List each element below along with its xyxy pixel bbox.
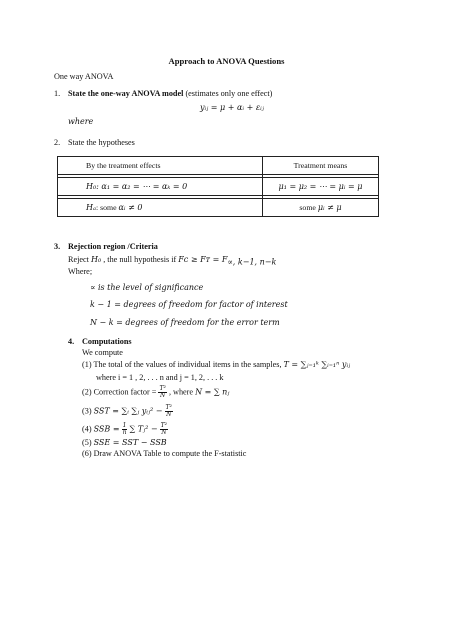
computation-item-5 <box>82 438 167 448</box>
table-header-row <box>58 157 379 175</box>
item-3-fraction <box>165 405 173 418</box>
alt-means-text: some <box>299 202 318 212</box>
definition-df-error: N − k = degrees of freedom for the error term <box>90 318 280 327</box>
alt-hypothesis-means <box>263 199 379 217</box>
section-1-heading-line <box>68 89 272 99</box>
fraction-numerator: T² <box>159 385 166 392</box>
null-hypothesis-effects: H₀: α₁ = α₂ = ⋯ = αₖ = 0 <box>58 178 263 196</box>
reject-prefix: Reject <box>68 255 91 264</box>
section-3-heading: Rejection region /Criteria <box>68 242 158 251</box>
table-row-ha <box>58 199 379 217</box>
where-semicolon: Where; <box>68 267 93 276</box>
item-4-fraction-two <box>160 423 168 436</box>
alt-hypothesis-text: : some <box>95 202 119 212</box>
computation-item-4 <box>82 423 168 436</box>
item-2-formula: N = ∑ nⱼ <box>195 387 230 397</box>
item-2-where: , where <box>166 387 196 397</box>
fraction-denominator: N <box>166 411 172 418</box>
item-1-text: (1) The total of the values of individual items in the samples, <box>82 360 282 369</box>
fraction-denominator: n <box>122 429 127 436</box>
section-1-note: (estimates only one effect) <box>183 89 273 98</box>
fraction-numerator: T² <box>160 422 168 429</box>
subtitle: One way ANOVA <box>54 72 114 81</box>
hypotheses-table <box>57 156 379 217</box>
table-header-means: Treatment means <box>263 157 379 175</box>
computation-item-2 <box>82 386 229 399</box>
table-header-effects: By the treatment effects <box>58 157 263 175</box>
alt-hypothesis-symbol: Hₐ <box>86 202 96 212</box>
reject-condition-subscript: ∝, k−1, n−k <box>227 257 277 267</box>
fraction-denominator: N <box>160 392 166 399</box>
computations-intro: We compute <box>82 348 123 357</box>
reject-h0-symbol: H₀ <box>90 255 102 264</box>
item-5-formula: SSE = SST − SSB <box>93 438 167 447</box>
computation-item-1 <box>82 360 350 370</box>
section-1-heading: State the one-way ANOVA model <box>68 89 184 98</box>
reject-middle-text: , the null hypothesis if <box>101 255 179 264</box>
reject-condition: Fᴄ ≥ Fᴛ = F <box>178 255 228 264</box>
section-2-heading: State the hypotheses <box>68 138 135 147</box>
null-hypothesis-means: μ₁ = μ₂ = ⋯ = μᵢ = μ <box>263 178 379 196</box>
reject-rule <box>68 255 276 268</box>
item-1-formula: T = ∑ⱼ₌₁ᵏ ∑ᵢ₌₁ⁿ yᵢⱼ <box>283 360 351 369</box>
page-title: Approach to ANOVA Questions <box>168 56 285 66</box>
section-2-number: 2. <box>54 138 61 147</box>
item-4-formula-rhs: ∑ Tⱼ² − <box>129 424 158 434</box>
alt-hypothesis-math: αᵢ ≠ 0 <box>118 202 143 212</box>
item-4-formula-lhs: SSB = <box>93 424 120 434</box>
alt-hypothesis-effects <box>58 199 263 217</box>
section-4-number: 4. <box>68 337 75 346</box>
section-3-number: 3. <box>54 242 61 251</box>
fraction-numerator: T² <box>165 404 172 411</box>
item-3-formula: SST = ∑ᵢ ∑ⱼ yᵢⱼ² − <box>93 406 163 416</box>
definition-alpha: ∝ is the level of significance <box>90 283 204 292</box>
anova-model-equation: yᵢⱼ = μ + αᵢ + εᵢⱼ <box>200 103 264 112</box>
correction-factor-fraction <box>158 386 166 399</box>
computation-item-6: (6) Draw ANOVA Table to compute the F-statistic <box>82 449 247 458</box>
item-3-label: (3) <box>82 406 94 416</box>
fraction-numerator: 1 <box>122 422 127 429</box>
section-1-number: 1. <box>54 89 61 98</box>
computation-item-3 <box>82 405 173 418</box>
item-2-text: (2) Correction factor = <box>82 387 157 397</box>
where-label: where <box>68 117 94 126</box>
item-4-label: (4) <box>82 424 94 434</box>
item-4-fraction-one <box>122 423 128 436</box>
alt-means-math: μᵢ ≠ μ <box>317 202 342 212</box>
table-row-h0 <box>58 178 379 196</box>
fraction-denominator: N <box>161 429 167 436</box>
section-4-heading: Computations <box>82 337 132 346</box>
item-5-label: (5) <box>82 438 94 447</box>
computation-item-1-indices: where i = 1 , 2, . . . n and j = 1, 2, . . . k <box>96 373 224 382</box>
definition-df-factor: k − 1 = degrees of freedom for factor of interest <box>90 300 288 309</box>
